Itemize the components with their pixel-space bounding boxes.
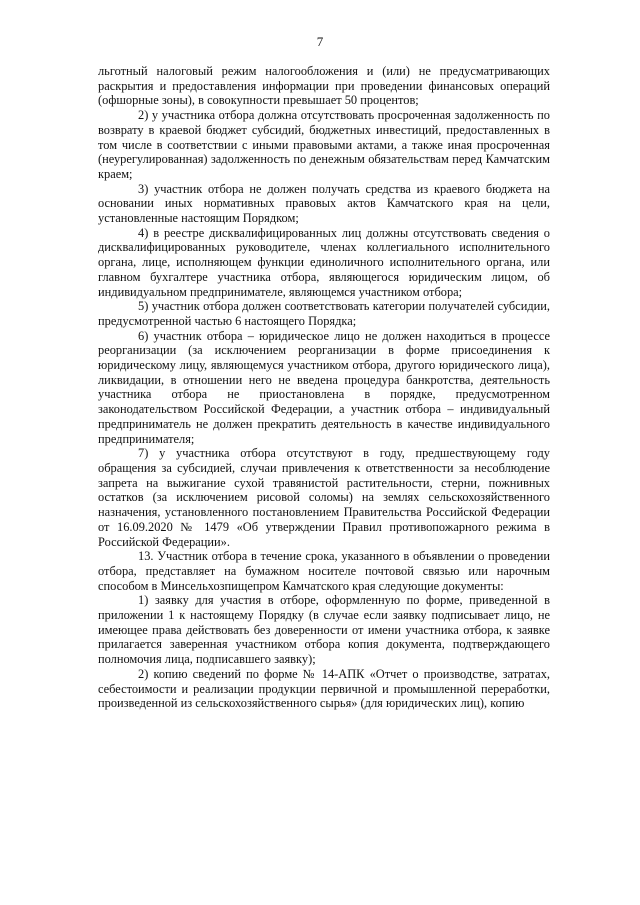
paragraph-item-3: 3) участник отбора не должен получать средства из краевого бюджета на основании иных нормативных правовых актов Камчатского края на цели, установленные настоящим Порядком;	[98, 181, 550, 226]
paragraph-document-1: 1) заявку для участия в отборе, оформленную по форме, приведенной в приложении 1 к настоящему Порядку (в случае если заявку подписывает лицо, не имеющее права действовать без доверенности от имени участника отбора, к заявке прилагается заверенная участником отбора копия документа, подтверждающего полномочия лица, подписавшего заявку);	[98, 593, 550, 667]
paragraph-item-2: 2) у участника отбора должна отсутствовать просроченная задолженность по возврату в краевой бюджет субсидий, бюджетных инвестиций, предоставленных в том числе в соответствии с иными правовыми актами, а также иная просроченная (неурегулированная) задолженность по денежным обязательствам перед Камчатским краем;	[98, 108, 550, 181]
paragraph-item-7: 7) у участника отбора отсутствуют в году, предшествующему году обращения за субсидией, случаи привлечения к ответственности за несоблюдение запрета на выжигание сухой травянистой растительности, стерни, пожнивных остатков (за исключением рисовой соломы) на землях сельскохозяйственного назначения, установленного постановлением Правительства Российской Федерации от 16.09.2020 № 1479 «Об утверждении Правил противопожарного режима в Российской Федерации».	[98, 446, 550, 549]
paragraph-document-2: 2) копию сведений по форме № 14-АПК «Отчет о производстве, затратах, себестоимости и реализации продукции первичной и промышленной переработки, произведенной из сельскохозяйственного сырья» (для юридических лиц), копию	[98, 666, 550, 711]
paragraph-item-5: 5) участник отбора должен соответствовать категории получателей субсидии, предусмотренной частью 6 настоящего Порядка;	[98, 299, 550, 328]
paragraph-section-13: 13. Участник отбора в течение срока, указанного в объявлении о проведении отбора, представляет на бумажном носителе почтовой связью или нарочным способом в Минсельхозпищепром Камчатского края следующие документы:	[98, 549, 550, 593]
document-body	[98, 64, 550, 711]
paragraph-item-6: 6) участник отбора – юридическое лицо не должен находиться в процессе реорганизации (за исключением реорганизации в форме присоединения к юридическому лицу, являющемуся участником отбора, другого юридического лица), ликвидации, в отношении него не введена процедура банкротства, деятельность участника отбора не приостановлена в порядке, предусмотренном законодательством Российской Федерации, а участник отбора – индивидуальный предприниматель не должен прекратить деятельность в качестве индивидуального предпринимателя;	[98, 328, 550, 446]
paragraph-item-4: 4) в реестре дисквалифицированных лиц должны отсутствовать сведения о дисквалифицированных руководителе, членах коллегиального исполнительного органа, лице, исполняющем функции единоличного исполнительного органа, или главном бухгалтере участника отбора, являющегося юридическим лицом, об индивидуальном предпринимателе, являющемся участником отбора;	[98, 225, 550, 299]
paragraph-continuation: льготный налоговый режим налогообложения и (или) не предусматривающих раскрытия и предоставления информации при проведении финансовых операций (офшорные зоны), в совокупности превышает 50 процентов;	[98, 64, 550, 108]
page-number: 7	[316, 34, 324, 49]
